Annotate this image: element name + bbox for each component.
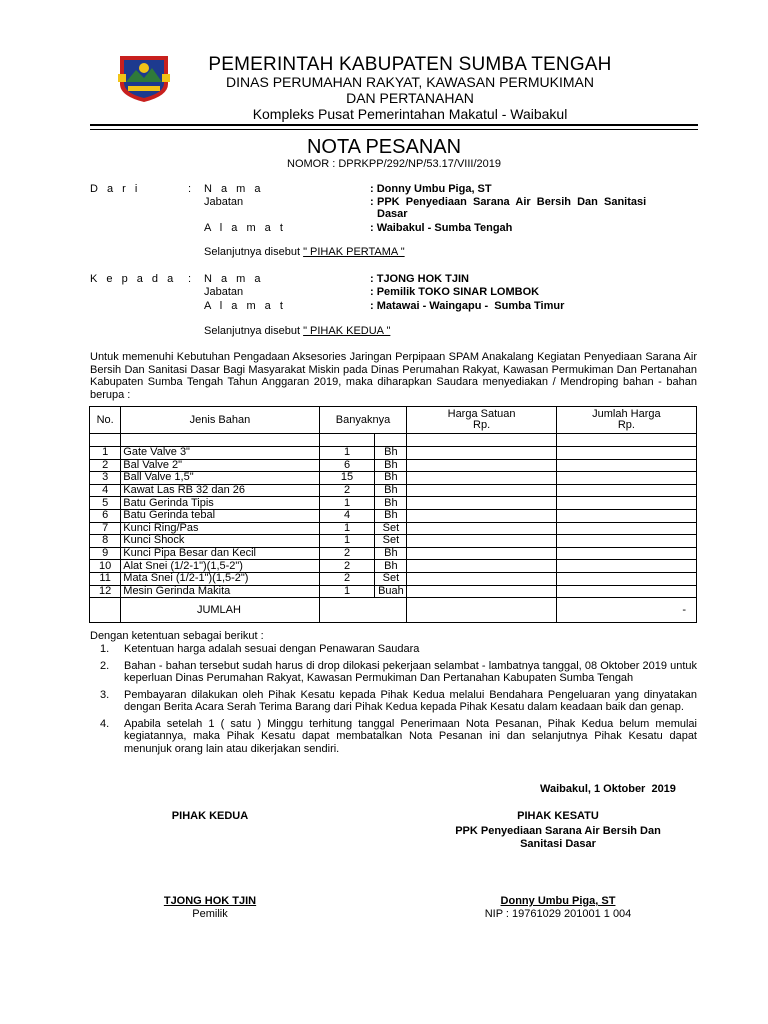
sig-left-name-wrap [120,895,300,907]
sig-right-heading: PIHAK KESATU [517,810,599,822]
row-item: Kunci Shock [121,535,319,548]
row-no: 5 [90,497,121,510]
kepada-alamat-label: A l a m a t [204,300,286,312]
row-unit: Bh [375,547,407,560]
row-qty: 1 [319,585,375,598]
row-item: Alat Snei (1/2-1")(1,5-2") [121,560,319,573]
term-text: Pembayaran dilakukan oleh Pihak Kesatu kepada Pihak Kedua melalui Bendahara Pengeluaran yang dinyatakan dengan Berita Acara Serah Terima Barang dari Pihak Kedua kepada Pihak Kesatu dalam keadaan baik dan genap. [124,688,697,713]
table-row [90,509,697,522]
row-qty: 1 [319,535,375,548]
row-item: Kunci Pipa Besar dan Kecil [121,547,319,560]
dari-alamat-label: A l a m a t [204,222,286,234]
sig-right-name-wrap [420,895,696,907]
term-text: Apabila setelah 1 ( satu ) Minggu terhitung tanggal Penerimaan Nota Pesanan, Pihak Kedua belum memulai kegiatannya, maka Pihak Kesatu dapat membatalkan Nota Pesanan ini dan selanjutnya Pihak Kesatu dapat menunjuk orang lain atau dikerjakan sendiri. [124,717,697,755]
term-text: Ketentuan harga adalah sesuai dengan Penawaran Saudara [124,643,420,655]
items-table [89,406,697,623]
row-harga [407,572,556,585]
row-no: 8 [90,535,121,548]
term-number: 4. [100,717,110,730]
pihak-kedua-line [204,325,390,337]
row-unit: Bh [375,459,407,472]
row-jumlah [556,572,696,585]
row-jumlah [556,547,696,560]
row-item: Kawat Las RB 32 dan 26 [121,484,319,497]
dari-nama-label: N a m a [204,183,264,195]
harga-label: Harga Satuan [447,408,516,420]
pihak-pertama-role: " PIHAK PERTAMA " [303,246,405,258]
kepada-label: K e p a d a [90,273,177,285]
letterhead-line-1: PEMERINTAH KABUPATEN SUMBA TENGAH [208,54,612,75]
row-jumlah [556,522,696,535]
row-harga [407,459,556,472]
row-no: 9 [90,547,121,560]
row-no: 10 [90,560,121,573]
place-date: Waibakul, 1 Oktober 2019 [540,783,676,795]
row-jumlah [556,459,696,472]
col-header-jenis-bahan: Jenis Bahan [121,407,319,434]
row-jumlah [556,509,696,522]
document-title: NOTA PESANAN [306,136,462,158]
row-qty: 1 [319,497,375,510]
kepada-alamat-value: : Matawai - Waingapu - Sumba Timur [370,300,565,312]
jumlah-unit: Rp. [617,419,635,431]
col-header-jumlah-harga [556,407,696,434]
table-row [90,447,697,460]
kepada-nama-label: N a m a [204,273,264,285]
intro-paragraph: Untuk memenuhi Kebutuhan Pengadaan Aksesories Jaringan Perpipaan SPAM Anakalang Kegiatan Penyediaan Sarana Air Bersih Dan Sanitasi Dasar Bagi Masyarakat Miskin pada Dinas Perumahan Rakyat, Kawasan Permukiman Dan Pertanahan Kabupaten Sumba Tengah Tahun Anggaran 2019, maka diharapkan Saudara menyediakan / Mendroping bahan - bahan berupa : [90,351,697,401]
row-item: Batu Gerinda tebal [121,509,319,522]
row-qty: 6 [319,459,375,472]
row-jumlah [556,484,696,497]
dari-label: D a r i [90,183,141,195]
table-row [90,459,697,472]
sig-right-name: Donny Umbu Piga, ST [500,895,616,907]
table-row [90,560,697,573]
kepada-jabatan-label: Jabatan [204,286,244,298]
row-harga [407,509,556,522]
term-text: Bahan - bahan tersebut sudah harus di drop dilokasi pekerjaan selambat - lambatnya tanggal, 08 Oktober 2019 untuk keperluan Dinas Perumahan Rakyat, Kawasan Permukiman Dan Pertanahan Kabupaten Sumba Tengah [124,659,697,684]
row-qty: 1 [319,447,375,460]
selanjutnya-prefix: Selanjutnya disebut [204,246,301,258]
row-unit: Bh [375,509,407,522]
row-item: Mata Snei (1/2-1")(1,5-2") [121,572,319,585]
row-unit: Buah [375,585,407,598]
kepada-nama-value: : TJONG HOK TJIN [370,273,470,285]
row-no: 11 [90,572,121,585]
table-spacer-row [90,434,697,447]
sig-left-heading: PIHAK KEDUA [171,810,249,822]
dari-nama-value: : Donny Umbu Piga, ST [370,183,492,195]
row-item: Bal Valve 2" [121,459,319,472]
sig-left-name: TJONG HOK TJIN [163,895,257,907]
row-unit: Bh [375,472,407,485]
letterhead-rule-thin [90,129,698,130]
row-item: Gate Valve 3" [121,447,319,460]
sig-right-title-line1: PPK Penyediaan Sarana Air Bersih Dan [455,825,661,837]
row-item: Batu Gerinda Tipis [121,497,319,510]
row-no: 6 [90,509,121,522]
term-item [100,718,697,756]
row-no: 3 [90,472,121,485]
row-jumlah [556,447,696,460]
row-qty: 2 [319,572,375,585]
sig-right-title-line2: Sanitasi Dasar [520,838,596,850]
row-harga [407,447,556,460]
row-unit: Bh [375,497,407,510]
pihak-pertama-line [204,246,405,258]
letterhead-line-3: DAN PERTANAHAN [346,90,474,106]
term-item [100,689,697,714]
letterhead-rule-thick [90,124,698,126]
selanjutnya-prefix: Selanjutnya disebut [204,325,301,337]
term-number: 2. [100,659,110,672]
letterhead-address: Kompleks Pusat Pemerintahan Makatul - Waibakul [252,106,568,122]
row-harga [407,585,556,598]
row-harga [407,547,556,560]
row-harga [407,522,556,535]
document-number: NOMOR : DPRKPP/292/NP/53.17/VIII/2019 [287,158,501,170]
row-qty: 2 [319,560,375,573]
term-number: 1. [100,643,110,655]
pihak-kedua-role: " PIHAK KEDUA " [303,325,391,337]
row-qty: 15 [319,472,375,485]
row-qty: 1 [319,522,375,535]
table-row [90,547,697,560]
row-unit: Set [375,572,407,585]
terms-list [100,643,697,759]
term-item [100,643,697,656]
total-value: - [556,598,696,623]
term-number: 3. [100,688,110,701]
row-jumlah [556,497,696,510]
table-header-row [90,407,697,434]
row-jumlah [556,535,696,548]
row-unit: Bh [375,484,407,497]
row-qty: 2 [319,484,375,497]
row-harga [407,472,556,485]
total-label: JUMLAH [121,598,319,623]
col-header-no: No. [90,407,121,434]
dari-jabatan-label: Jabatan [204,196,244,208]
dari-alamat-value: : Waibakul - Sumba Tengah [370,222,513,234]
row-no: 4 [90,484,121,497]
row-no: 7 [90,522,121,535]
row-harga [407,484,556,497]
row-jumlah [556,560,696,573]
dari-jabatan-colon: : [370,196,374,208]
row-harga [407,560,556,573]
row-no: 12 [90,585,121,598]
row-no: 1 [90,447,121,460]
row-jumlah [556,472,696,485]
row-qty: 2 [319,547,375,560]
row-unit: Set [375,535,407,548]
table-row [90,535,697,548]
term-item [100,660,697,685]
sig-left-role: Pemilik [192,908,228,920]
harga-unit: Rp. [473,419,491,431]
row-item: Kunci Ring/Pas [121,522,319,535]
sig-right-nip: NIP : 19761029 201001 1 004 [484,908,632,920]
table-row [90,472,697,485]
row-unit: Bh [375,447,407,460]
row-no: 2 [90,459,121,472]
table-total-row [90,598,697,623]
jumlah-label: Jumlah Harga [592,408,661,420]
table-row [90,522,697,535]
kepada-colon: : [188,273,192,285]
row-harga [407,535,556,548]
row-item: Mesin Gerinda Makita [121,585,319,598]
table-row [90,572,697,585]
table-row [90,585,697,598]
table-row [90,484,697,497]
row-unit: Bh [375,560,407,573]
row-jumlah [556,585,696,598]
kepada-jabatan-value: : Pemilik TOKO SINAR LOMBOK [370,286,540,298]
col-header-banyaknya: Banyaknya [319,407,407,434]
col-header-harga-satuan [407,407,556,434]
dari-jabatan-value-line2: Dasar [377,208,408,220]
row-qty: 4 [319,509,375,522]
row-harga [407,497,556,510]
dari-colon: : [188,183,192,195]
table-row [90,497,697,510]
row-unit: Set [375,522,407,535]
row-item: Ball Valve 1,5" [121,472,319,485]
terms-intro: Dengan ketentuan sebagai berikut : [90,630,264,642]
letterhead-line-2: DINAS PERUMAHAN RAKYAT, KAWASAN PERMUKIMAN [226,74,594,90]
dari-jabatan-value-line1: PPK Penyediaan Sarana Air Bersih Dan Sanitasi [377,196,647,208]
